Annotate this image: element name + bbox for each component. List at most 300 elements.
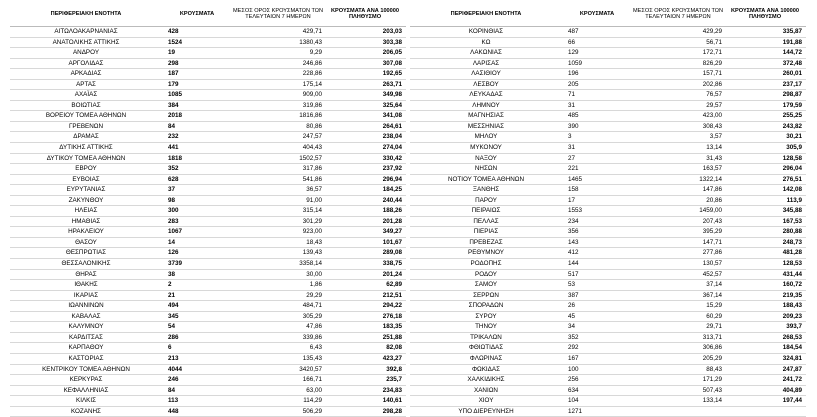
per100k-cell: 184,25 bbox=[324, 185, 406, 196]
cases-cell: 356 bbox=[562, 227, 632, 238]
region-name-cell: ΛΑΣΙΘΙΟΥ bbox=[410, 69, 562, 80]
table-row bbox=[410, 48, 806, 59]
avg7-cell: 317,86 bbox=[232, 164, 324, 175]
avg7-cell: 541,86 bbox=[232, 174, 324, 185]
table-row bbox=[410, 237, 806, 248]
avg7-cell: 29,57 bbox=[632, 100, 724, 111]
per100k-cell: 263,71 bbox=[324, 79, 406, 90]
per100k-cell: 237,17 bbox=[724, 79, 806, 90]
region-name-cell: ΡΟΔΟΠΗΣ bbox=[410, 259, 562, 270]
avg7-cell: 147,86 bbox=[632, 185, 724, 196]
cases-cell: 412 bbox=[562, 248, 632, 259]
region-name-cell: ΧΑΝΙΩΝ bbox=[410, 385, 562, 396]
table-row bbox=[10, 143, 406, 154]
cases-cell: 1465 bbox=[562, 174, 632, 185]
region-name-cell: ΕΥΡΥΤΑΝΙΑΣ bbox=[10, 185, 162, 196]
table-row bbox=[410, 90, 806, 101]
per100k-cell: 179,59 bbox=[724, 100, 806, 111]
cases-cell: 158 bbox=[562, 185, 632, 196]
region-name-cell: ΦΘΙΩΤΙΔΑΣ bbox=[410, 343, 562, 354]
region-name-cell: ΙΚΑΡΙΑΣ bbox=[10, 290, 162, 301]
table-row bbox=[410, 216, 806, 227]
cases-cell: 187 bbox=[162, 69, 232, 80]
table-row bbox=[10, 79, 406, 90]
region-name-cell: ΡΟΔΟΥ bbox=[410, 269, 562, 280]
header-row bbox=[10, 2, 406, 27]
per100k-cell: 160,72 bbox=[724, 280, 806, 291]
region-name-cell: ΞΑΝΘΗΣ bbox=[410, 185, 562, 196]
table-row bbox=[10, 132, 406, 143]
per100k-header: ΚΡΟΥΣΜΑΤΑ ΑΝΑ 100000 ΠΛΗΘΥΣΜΟ bbox=[724, 2, 806, 27]
avg7-cell: 207,43 bbox=[632, 216, 724, 227]
cases-cell: 34 bbox=[562, 322, 632, 333]
per100k-cell: 128,53 bbox=[724, 259, 806, 270]
table-row bbox=[410, 396, 806, 407]
avg7-cell: 56,71 bbox=[632, 37, 724, 48]
per100k-cell: 260,01 bbox=[724, 69, 806, 80]
per100k-cell: 191,88 bbox=[724, 37, 806, 48]
table-row bbox=[10, 248, 406, 259]
cases-cell: 104 bbox=[562, 396, 632, 407]
avg7-cell: 15,29 bbox=[632, 301, 724, 312]
avg7-cell: 6,43 bbox=[232, 343, 324, 354]
table-row bbox=[410, 174, 806, 185]
avg7-cell: 114,29 bbox=[232, 396, 324, 407]
per100k-cell: 240,44 bbox=[324, 195, 406, 206]
table-row bbox=[10, 206, 406, 217]
avg7-header: ΜΕΣΟΣ ΟΡΟΣ ΚΡΟΥΣΜΑΤΩΝ ΤΩΝ ΤΕΛΕΥΤΑΙΩΝ 7 ΗΜΕΡΩΝ bbox=[232, 2, 324, 27]
cases-cell: 126 bbox=[162, 248, 232, 259]
table-row bbox=[410, 27, 806, 38]
avg7-cell: 91,00 bbox=[232, 195, 324, 206]
cases-cell: 27 bbox=[562, 153, 632, 164]
per100k-cell bbox=[724, 406, 806, 417]
table-row bbox=[10, 27, 406, 38]
avg7-cell: 506,29 bbox=[232, 406, 324, 417]
avg7-cell: 37,14 bbox=[632, 280, 724, 291]
cases-header: ΚΡΟΥΣΜΑΤΑ bbox=[562, 2, 632, 27]
table-row bbox=[10, 353, 406, 364]
per100k-cell: 144,72 bbox=[724, 48, 806, 59]
per100k-cell: 345,88 bbox=[724, 206, 806, 217]
avg7-cell: 60,29 bbox=[632, 311, 724, 322]
table-row bbox=[10, 90, 406, 101]
cases-cell: 98 bbox=[162, 195, 232, 206]
table-row bbox=[410, 121, 806, 132]
avg7-cell: 429,71 bbox=[232, 27, 324, 38]
per100k-cell: 349,27 bbox=[324, 227, 406, 238]
table-row bbox=[410, 353, 806, 364]
cases-cell: 6 bbox=[162, 343, 232, 354]
cases-cell: 4044 bbox=[162, 364, 232, 375]
table-row bbox=[410, 269, 806, 280]
per100k-cell: 289,08 bbox=[324, 248, 406, 259]
cases-cell: 256 bbox=[562, 375, 632, 386]
per100k-cell: 209,23 bbox=[724, 311, 806, 322]
per100k-cell: 404,89 bbox=[724, 385, 806, 396]
avg7-cell: 423,00 bbox=[632, 111, 724, 122]
per100k-cell: 298,28 bbox=[324, 406, 406, 417]
cases-cell: 84 bbox=[162, 121, 232, 132]
region-name-cell: ΔΡΑΜΑΣ bbox=[10, 132, 162, 143]
region-name-cell: ΤΗΝΟΥ bbox=[410, 322, 562, 333]
table-row bbox=[410, 195, 806, 206]
table-row bbox=[410, 37, 806, 48]
cases-cell: 54 bbox=[162, 322, 232, 333]
region-name-cell: ΚΑΣΤΟΡΙΑΣ bbox=[10, 353, 162, 364]
region-name-cell: ΦΛΩΡΙΝΑΣ bbox=[410, 353, 562, 364]
region-name-cell: ΚΙΛΚΙΣ bbox=[10, 396, 162, 407]
table-row bbox=[410, 259, 806, 270]
per100k-cell: 330,42 bbox=[324, 153, 406, 164]
per100k-cell: 30,21 bbox=[724, 132, 806, 143]
region-name-cell: ΣΑΜΟΥ bbox=[410, 280, 562, 291]
table-row bbox=[410, 143, 806, 154]
cases-cell: 213 bbox=[162, 353, 232, 364]
cases-cell: 345 bbox=[162, 311, 232, 322]
avg7-cell: 13,14 bbox=[632, 143, 724, 154]
avg7-cell: 175,14 bbox=[232, 79, 324, 90]
avg7-cell: 157,71 bbox=[632, 69, 724, 80]
per100k-cell: 219,35 bbox=[724, 290, 806, 301]
avg7-cell: 1459,00 bbox=[632, 206, 724, 217]
per100k-cell: 201,24 bbox=[324, 269, 406, 280]
table-row bbox=[10, 37, 406, 48]
table-row bbox=[10, 100, 406, 111]
avg7-cell: 1380,43 bbox=[232, 37, 324, 48]
table-row bbox=[10, 280, 406, 291]
cases-cell: 1524 bbox=[162, 37, 232, 48]
table-row bbox=[410, 58, 806, 69]
region-name-cell: ΚΑΡΠΑΘΟΥ bbox=[10, 343, 162, 354]
table-row bbox=[10, 174, 406, 185]
regions-table-left-body bbox=[10, 27, 406, 417]
cases-cell: 26 bbox=[562, 301, 632, 312]
avg7-cell: 130,57 bbox=[632, 259, 724, 270]
avg7-cell: 63,00 bbox=[232, 385, 324, 396]
avg7-cell: 1322,14 bbox=[632, 174, 724, 185]
per100k-cell: 184,54 bbox=[724, 343, 806, 354]
cases-cell: 37 bbox=[162, 185, 232, 196]
cases-cell: 1271 bbox=[562, 406, 632, 417]
cases-cell: 21 bbox=[162, 290, 232, 301]
avg7-cell: 452,57 bbox=[632, 269, 724, 280]
cases-cell: 628 bbox=[162, 174, 232, 185]
cases-cell: 129 bbox=[562, 48, 632, 59]
region-name-cell: ΡΕΘΥΜΝΟΥ bbox=[410, 248, 562, 259]
region-name-cell: ΜΥΚΟΝΟΥ bbox=[410, 143, 562, 154]
avg7-cell: 305,29 bbox=[232, 311, 324, 322]
cases-cell: 17 bbox=[562, 195, 632, 206]
avg7-cell: 1816,86 bbox=[232, 111, 324, 122]
region-name-cell: ΛΑΡΙΣΑΣ bbox=[410, 58, 562, 69]
avg7-cell: 31,43 bbox=[632, 153, 724, 164]
cases-cell: 1085 bbox=[162, 90, 232, 101]
avg7-cell: 139,43 bbox=[232, 248, 324, 259]
per100k-cell: 192,65 bbox=[324, 69, 406, 80]
cases-cell: 384 bbox=[162, 100, 232, 111]
cases-cell: 494 bbox=[162, 301, 232, 312]
per100k-cell: 234,83 bbox=[324, 385, 406, 396]
cases-cell: 179 bbox=[162, 79, 232, 90]
avg7-cell: 20,86 bbox=[632, 195, 724, 206]
cases-cell: 232 bbox=[162, 132, 232, 143]
per100k-cell: 212,51 bbox=[324, 290, 406, 301]
region-name-cell: ΣΥΡΟΥ bbox=[410, 311, 562, 322]
table-row bbox=[10, 364, 406, 375]
table-row bbox=[10, 311, 406, 322]
table-row bbox=[410, 301, 806, 312]
table-row bbox=[10, 227, 406, 238]
region-name-cell: ΒΟΡΕΙΟΥ ΤΟΜΕΑ ΑΘΗΝΩΝ bbox=[10, 111, 162, 122]
per100k-cell: 276,51 bbox=[724, 174, 806, 185]
table-row bbox=[10, 164, 406, 175]
avg7-cell: 277,86 bbox=[632, 248, 724, 259]
table-row bbox=[410, 375, 806, 386]
per100k-cell: 296,04 bbox=[724, 164, 806, 175]
avg7-cell: 308,43 bbox=[632, 121, 724, 132]
table-row bbox=[410, 206, 806, 217]
avg7-cell: 484,71 bbox=[232, 301, 324, 312]
region-name-cell: ΧΙΟΥ bbox=[410, 396, 562, 407]
per100k-cell: 251,88 bbox=[324, 332, 406, 343]
table-row bbox=[10, 269, 406, 280]
cases-cell: 352 bbox=[562, 332, 632, 343]
per100k-cell: 183,35 bbox=[324, 322, 406, 333]
avg7-cell: 1,86 bbox=[232, 280, 324, 291]
cases-cell: 31 bbox=[562, 100, 632, 111]
table-row bbox=[10, 69, 406, 80]
table-row bbox=[10, 195, 406, 206]
region-name-cell: ΣΠΟΡΑΔΩΝ bbox=[410, 301, 562, 312]
per100k-cell: 235,7 bbox=[324, 375, 406, 386]
table-row bbox=[10, 343, 406, 354]
table-row bbox=[410, 364, 806, 375]
avg7-cell: 76,57 bbox=[632, 90, 724, 101]
table-row bbox=[10, 301, 406, 312]
avg7-cell: 247,57 bbox=[232, 132, 324, 143]
table-row bbox=[10, 290, 406, 301]
cases-cell: 298 bbox=[162, 58, 232, 69]
region-name-cell: ΙΩΑΝΝΙΝΩΝ bbox=[10, 301, 162, 312]
region-name-cell: ΑΙΤΩΛΟΑΚΑΡΝΑΝΙΑΣ bbox=[10, 27, 162, 38]
region-name-cell: ΜΑΓΝΗΣΙΑΣ bbox=[410, 111, 562, 122]
per100k-cell: 393,7 bbox=[724, 322, 806, 333]
cases-cell: 100 bbox=[562, 364, 632, 375]
per100k-cell: 349,98 bbox=[324, 90, 406, 101]
region-name-cell: ΚΟΖΑΝΗΣ bbox=[10, 406, 162, 417]
per100k-cell: 276,18 bbox=[324, 311, 406, 322]
region-name-cell: ΗΜΑΘΙΑΣ bbox=[10, 216, 162, 227]
region-name-cell: ΙΘΑΚΗΣ bbox=[10, 280, 162, 291]
region-name-cell: ΖΑΚΥΝΘΟΥ bbox=[10, 195, 162, 206]
cases-cell: 1553 bbox=[562, 206, 632, 217]
region-name-cell: ΧΑΛΚΙΔΙΚΗΣ bbox=[410, 375, 562, 386]
region-name-cell: ΚΑΛΥΜΝΟΥ bbox=[10, 322, 162, 333]
region-name-cell: ΤΡΙΚΑΛΩΝ bbox=[410, 332, 562, 343]
cases-cell: 3 bbox=[562, 132, 632, 143]
region-name-cell: ΚΑΡΔΙΤΣΑΣ bbox=[10, 332, 162, 343]
table-row bbox=[410, 227, 806, 238]
per100k-cell: 335,87 bbox=[724, 27, 806, 38]
cases-cell: 634 bbox=[562, 385, 632, 396]
table-row bbox=[10, 237, 406, 248]
table-row bbox=[410, 153, 806, 164]
avg7-cell: 367,14 bbox=[632, 290, 724, 301]
per100k-cell: 481,28 bbox=[724, 248, 806, 259]
avg7-cell: 923,00 bbox=[232, 227, 324, 238]
header-row bbox=[410, 2, 806, 27]
region-name-cell: ΛΑΚΩΝΙΑΣ bbox=[410, 48, 562, 59]
region-name-cell: ΘΕΣΣΑΛΟΝΙΚΗΣ bbox=[10, 259, 162, 270]
cases-cell: 2018 bbox=[162, 111, 232, 122]
region-name-cell: ΑΡΓΟΛΙΔΑΣ bbox=[10, 58, 162, 69]
region-name-cell: ΛΗΜΝΟΥ bbox=[410, 100, 562, 111]
per100k-cell: 280,88 bbox=[724, 227, 806, 238]
per100k-cell: 206,05 bbox=[324, 48, 406, 59]
region-name-cell: ΔΥΤΙΚΟΥ ΤΟΜΕΑ ΑΘΗΝΩΝ bbox=[10, 153, 162, 164]
avg7-cell: 306,86 bbox=[632, 343, 724, 354]
cases-cell: 428 bbox=[162, 27, 232, 38]
table-row bbox=[410, 132, 806, 143]
avg7-cell: 246,86 bbox=[232, 58, 324, 69]
cases-cell: 221 bbox=[562, 164, 632, 175]
avg7-cell: 29,29 bbox=[232, 290, 324, 301]
avg7-cell: 18,43 bbox=[232, 237, 324, 248]
avg7-cell: 166,71 bbox=[232, 375, 324, 386]
table-row bbox=[10, 216, 406, 227]
per100k-cell: 62,89 bbox=[324, 280, 406, 291]
cases-cell: 19 bbox=[162, 48, 232, 59]
cases-cell: 38 bbox=[162, 269, 232, 280]
region-name-cell: ΚΟΡΙΝΘΙΑΣ bbox=[410, 27, 562, 38]
table-row bbox=[10, 58, 406, 69]
avg7-cell: 163,57 bbox=[632, 164, 724, 175]
cases-cell: 3739 bbox=[162, 259, 232, 270]
region-name-cell: ΠΕΙΡΑΙΩΣ bbox=[410, 206, 562, 217]
region-name-cell: ΒΟΙΩΤΙΑΣ bbox=[10, 100, 162, 111]
avg7-cell: 3,57 bbox=[632, 132, 724, 143]
table-row bbox=[410, 322, 806, 333]
avg7-cell: 88,43 bbox=[632, 364, 724, 375]
avg7-cell: 429,29 bbox=[632, 27, 724, 38]
avg7-cell: 147,71 bbox=[632, 237, 724, 248]
region-name-cell: ΛΕΣΒΟΥ bbox=[410, 79, 562, 90]
avg7-cell: 404,43 bbox=[232, 143, 324, 154]
region-header: ΠΕΡΙΦΕΡΕΙΑΚΗ ΕΝΟΤΗΤΑ bbox=[410, 2, 562, 27]
table-row bbox=[410, 332, 806, 343]
avg7-cell: 826,29 bbox=[632, 58, 724, 69]
per100k-cell: 188,43 bbox=[724, 301, 806, 312]
cases-cell: 390 bbox=[562, 121, 632, 132]
cases-cell: 448 bbox=[162, 406, 232, 417]
per100k-cell: 197,44 bbox=[724, 396, 806, 407]
avg7-cell: 301,29 bbox=[232, 216, 324, 227]
cases-cell: 292 bbox=[562, 343, 632, 354]
cases-cell: 246 bbox=[162, 375, 232, 386]
regions-table-left bbox=[10, 2, 406, 417]
per100k-cell: 248,73 bbox=[724, 237, 806, 248]
per100k-cell: 274,04 bbox=[324, 143, 406, 154]
per100k-cell: 325,64 bbox=[324, 100, 406, 111]
avg7-cell: 3358,14 bbox=[232, 259, 324, 270]
region-name-cell: ΚΩ bbox=[410, 37, 562, 48]
region-name-cell: ΑΝΔΡΟΥ bbox=[10, 48, 162, 59]
per100k-cell: 307,08 bbox=[324, 58, 406, 69]
region-name-cell: ΠΡΕΒΕΖΑΣ bbox=[410, 237, 562, 248]
cases-cell: 2 bbox=[162, 280, 232, 291]
table-row bbox=[410, 185, 806, 196]
region-name-cell: ΚΕΦΑΛΛΗΝΙΑΣ bbox=[10, 385, 162, 396]
cases-cell: 167 bbox=[562, 353, 632, 364]
per100k-cell: 247,87 bbox=[724, 364, 806, 375]
avg7-cell: 30,00 bbox=[232, 269, 324, 280]
table-row bbox=[410, 385, 806, 396]
table-row bbox=[10, 332, 406, 343]
per100k-cell: 255,25 bbox=[724, 111, 806, 122]
avg7-cell: 315,14 bbox=[232, 206, 324, 217]
region-name-cell: ΘΗΡΑΣ bbox=[10, 269, 162, 280]
table-row bbox=[410, 164, 806, 175]
table-row bbox=[10, 185, 406, 196]
avg7-cell: 319,86 bbox=[232, 100, 324, 111]
table-row bbox=[410, 79, 806, 90]
region-name-cell: ΘΕΣΠΡΩΤΙΑΣ bbox=[10, 248, 162, 259]
per100k-cell: 243,82 bbox=[724, 121, 806, 132]
avg7-cell: 47,86 bbox=[232, 322, 324, 333]
region-name-cell: ΠΕΛΛΑΣ bbox=[410, 216, 562, 227]
per100k-cell: 268,53 bbox=[724, 332, 806, 343]
table-row bbox=[10, 153, 406, 164]
table-row bbox=[410, 248, 806, 259]
per100k-cell: 264,61 bbox=[324, 121, 406, 132]
region-name-cell: ΜΗΛΟΥ bbox=[410, 132, 562, 143]
per100k-cell: 294,22 bbox=[324, 301, 406, 312]
per100k-cell: 296,94 bbox=[324, 174, 406, 185]
cases-cell: 53 bbox=[562, 280, 632, 291]
regions-table-right-body bbox=[410, 27, 806, 417]
region-name-cell: ΛΕΥΚΑΔΑΣ bbox=[410, 90, 562, 101]
cases-cell: 352 bbox=[162, 164, 232, 175]
per100k-cell: 142,08 bbox=[724, 185, 806, 196]
region-name-cell: ΜΕΣΣΗΝΙΑΣ bbox=[410, 121, 562, 132]
avg7-cell: 9,29 bbox=[232, 48, 324, 59]
per100k-cell: 324,81 bbox=[724, 353, 806, 364]
regions-table-right bbox=[410, 2, 806, 417]
per100k-cell: 201,28 bbox=[324, 216, 406, 227]
table-row bbox=[10, 396, 406, 407]
cases-cell: 66 bbox=[562, 37, 632, 48]
per100k-cell: 238,04 bbox=[324, 132, 406, 143]
cases-cell: 84 bbox=[162, 385, 232, 396]
table-row bbox=[10, 111, 406, 122]
cases-cell: 283 bbox=[162, 216, 232, 227]
cases-cell: 196 bbox=[562, 69, 632, 80]
per100k-cell: 298,87 bbox=[724, 90, 806, 101]
avg7-cell: 135,43 bbox=[232, 353, 324, 364]
cases-cell: 71 bbox=[562, 90, 632, 101]
cases-cell: 14 bbox=[162, 237, 232, 248]
region-name-cell: ΓΡΕΒΕΝΩΝ bbox=[10, 121, 162, 132]
cases-cell: 387 bbox=[562, 290, 632, 301]
region-name-cell: ΚΑΒΑΛΑΣ bbox=[10, 311, 162, 322]
cases-cell: 113 bbox=[162, 396, 232, 407]
cases-cell: 517 bbox=[562, 269, 632, 280]
cases-cell: 485 bbox=[562, 111, 632, 122]
avg7-cell: 172,71 bbox=[632, 48, 724, 59]
region-name-cell: ΣΕΡΡΩΝ bbox=[410, 290, 562, 301]
region-name-cell: ΑΡΤΑΣ bbox=[10, 79, 162, 90]
